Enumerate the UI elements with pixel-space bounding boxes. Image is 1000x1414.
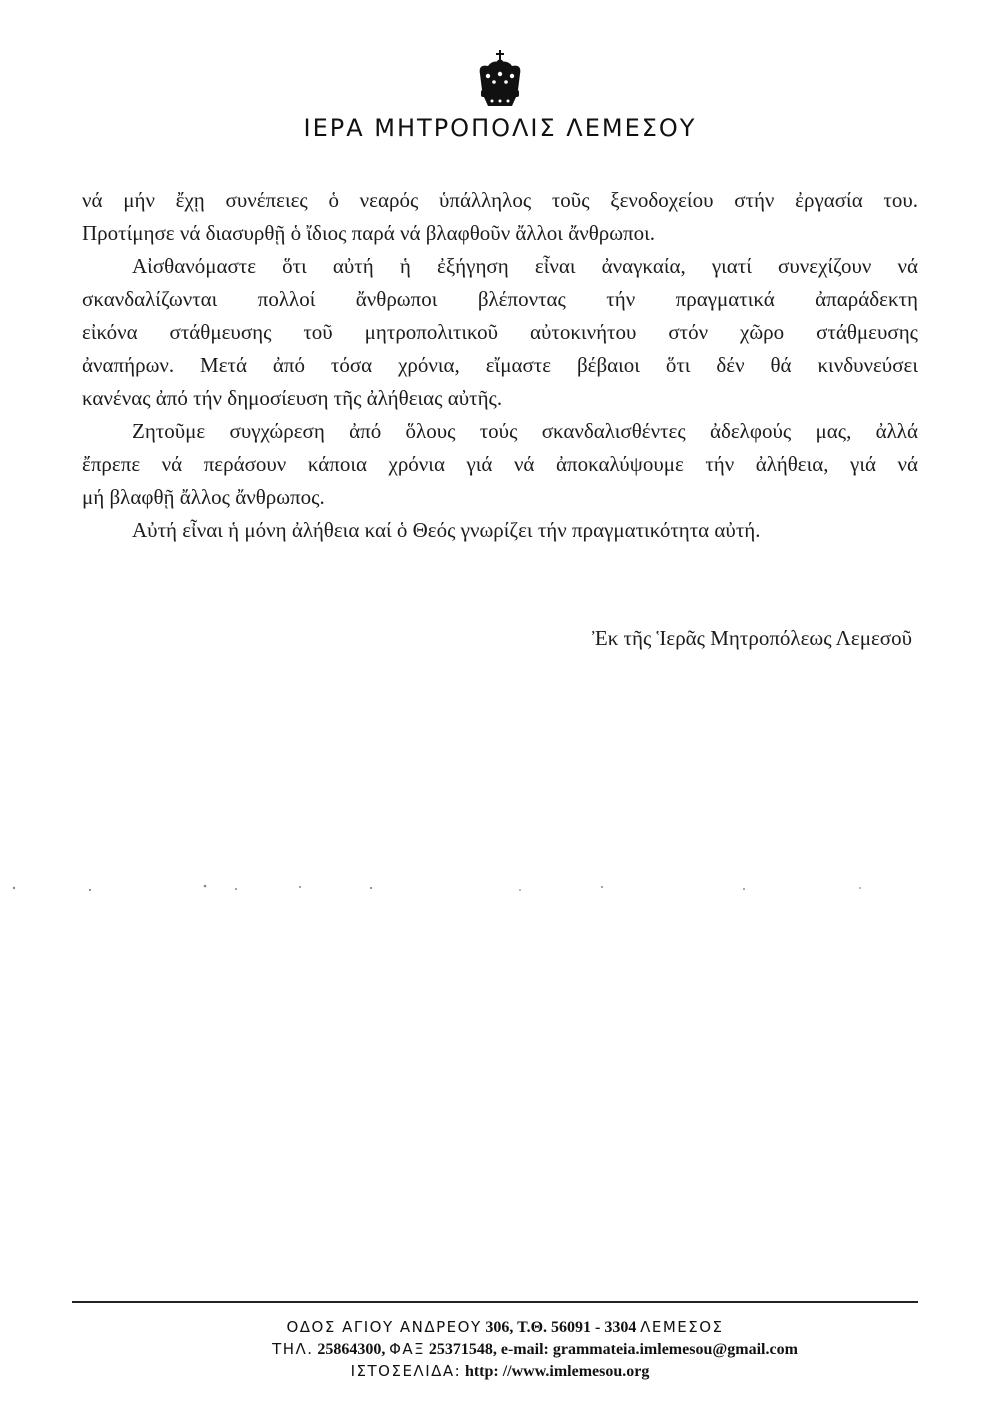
address-city: ΛΕΜΕΣΟΣ — [640, 1318, 724, 1336]
address-value: 306, Τ.Θ. 56091 - 3304 — [485, 1319, 637, 1336]
body-line: εἰκόνα στάθμευσης τοῦ μητροπολιτικοῦ αὐτοκινήτου στόν χῶρο στάθμευσης — [82, 320, 918, 344]
footer-divider — [72, 1301, 918, 1303]
website-link[interactable]: http: //www.imlemesou.org — [464, 1363, 650, 1380]
body-line: Αὐτή εἶναι ἡ μόνη ἀλήθεια καί ὁ Θεός γνωρίζει τήν πραγματικότητα αὐτή. — [132, 518, 761, 542]
footer-address — [10, 1316, 1000, 1338]
crown-with-cross-icon — [472, 50, 528, 108]
fax-label: ΦΑΞ — [389, 1340, 426, 1358]
website-label: ΙΣΤΟΣΕΛΙΔΑ: — [350, 1362, 462, 1380]
phone-value: 25864300, — [317, 1341, 386, 1358]
body-line: μή βλαφθῇ ἄλλος ἄνθρωπος. — [82, 485, 325, 509]
body-line: νά μήν ἔχῃ συνέπειες ὁ νεαρός ὑπάλληλος τοῦς ξενοδοχείου στήν ἐργασία του. — [82, 188, 918, 212]
letter-body — [82, 184, 918, 547]
address-label: ΟΔΟΣ ΑΓΙΟΥ ΑΝΔΡΕΟΥ — [286, 1318, 482, 1336]
body-line: Αἰσθανόμαστε ὅτι αὐτή ἡ ἐξήγηση εἶναι ἀναγκαία, γιατί συνεχίζουν νά — [132, 254, 918, 278]
body-line: ἀναπήρων. Μετά ἀπό τόσα χρόνια, εἴμαστε βέβαιοι ὅτι δέν θά κινδυνεύσει — [82, 353, 918, 377]
fax-email-value: 25371548, e-mail: grammateia.imlemesou@gmail.com — [428, 1341, 798, 1358]
footer-contact — [0, 1316, 1000, 1382]
footer-phone-fax — [70, 1338, 1000, 1360]
body-line: Ζητοῦμε συγχώρεση ἀπό ὅλους τούς σκανδαλισθέντες ἀδελφούς μας, ἀλλά — [132, 419, 918, 443]
body-line: σκανδαλίζωνται πολλοί ἄνθρωποι βλέποντας τήν πραγματικά ἀπαράδεκτη — [82, 287, 918, 311]
body-line: κανένας ἀπό τήν δημοσίευση τῆς ἀλήθειας αὐτῆς. — [82, 386, 503, 410]
signature: Ἐκ τῆς Ἱερᾶς Μητροπόλεως Λεμεσοῦ — [591, 626, 912, 650]
body-line: ἔπρεπε νά περάσουν κάποια χρόνια γιά νά ἀποκαλύψουμε τήν ἀλήθεια, γιά νά — [82, 452, 918, 476]
footer-website — [0, 1360, 1000, 1382]
scan-speckles — [0, 868, 1000, 908]
body-line: Προτίμησε νά διασυρθῇ ὁ ἴδιος παρά νά βλαφθοῦν ἄλλοι ἄνθρωποι. — [82, 221, 656, 245]
header-title: ΙΕΡΑ ΜΗΤΡΟΠΟΛΙΣ ΛΕΜΕΣΟΥ — [303, 114, 697, 142]
phone-label: ΤΗΛ. — [272, 1340, 314, 1358]
